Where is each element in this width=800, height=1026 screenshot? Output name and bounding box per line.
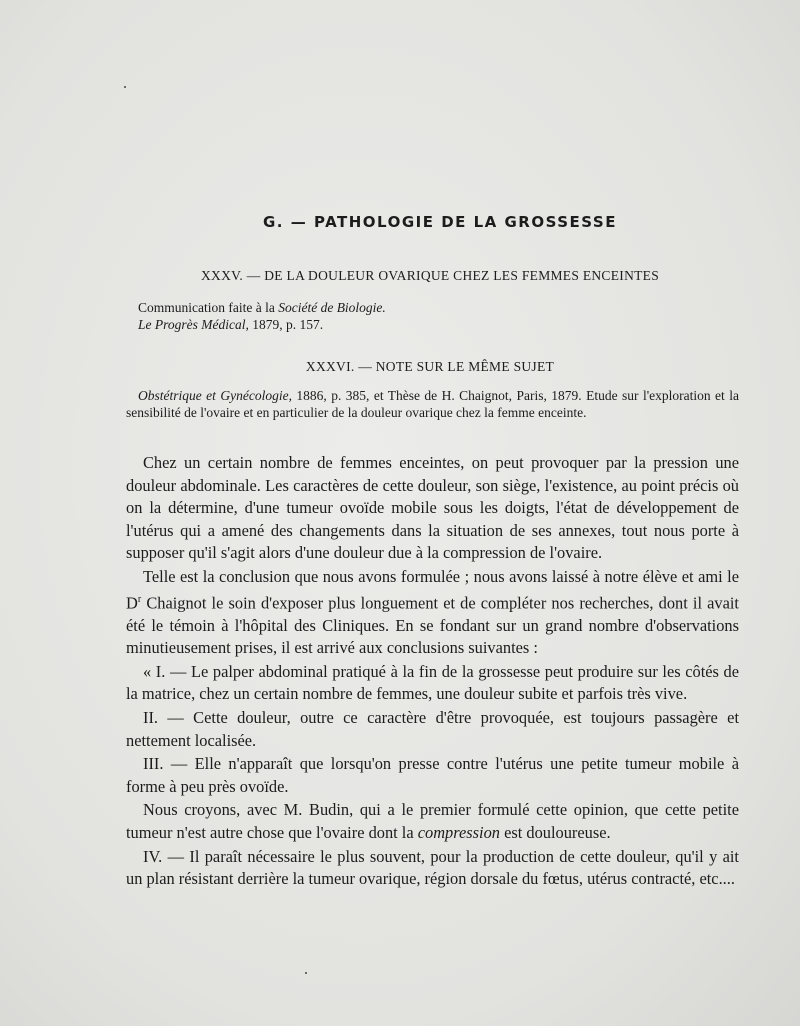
- speck-mark: [124, 86, 126, 88]
- section-heading: G. — PATHOLOGIE DE LA GROSSESSE: [263, 213, 617, 231]
- paragraph: II. — Cette douleur, outre ce caractère d'être provoquée, est toujours passagère et nettement localisée.: [126, 708, 739, 750]
- paragraph: Telle est la conclusion que nous avons formulée ; nous avons laissé à notre élève et ami le $D^r$ Chaignot le soin d'exposer plus longuement et de compléter nos recherches, dont il avait été le témoin à l'hôpital des Cliniques. En se fondant sur un grand nombre d'observations minutieusement prises, il est arrivé aux conclusions suivantes :: [126, 566, 739, 658]
- paragraph: « I. — Le palper abdominal pratiqué à la fin de la grossesse peut produire sur les côtés de la matrice, chez un certain nombre de femmes, une douleur subite et parfois très vive.: [126, 661, 739, 704]
- reference-line: Communication faite à la Société de Biologie.: [138, 300, 386, 315]
- article-body: [126, 452, 739, 891]
- article-reference-xxxv: [138, 299, 738, 333]
- paragraph: Nous croyons, avec M. Budin, qui a le premier formulé cette opinion, que cette petite tumeur n'est autre chose que l'ovaire dont la compression est douloureuse.: [126, 800, 739, 842]
- paragraph: Chez un certain nombre de femmes enceintes, on peut provoquer par la pression une douleur abdominale. Les caractères de cette douleur, son siège, l'existence, au point précis où on la détermine, d'une tumeur ovoïde mobile sous les doigts, l'état de développement de l'utérus qui a amené des changements dans la situation de ses annexes, tout nous porte à supposer qu'il s'agit alors d'une douleur due à la compression de l'ovaire.: [126, 453, 739, 563]
- article-title-xxxv: XXXV. — DE LA DOULEUR OVARIQUE CHEZ LES FEMMES ENCEINTES: [200, 268, 660, 283]
- paragraph: IV. — Il paraît nécessaire le plus souvent, pour la production de cette douleur, qu'il y ait un plan résistant derrière la tumeur ovarique, région dorsale du fœtus, utérus contracté, etc....: [126, 846, 739, 889]
- speck-mark: [305, 972, 307, 974]
- article-reference-xxxvi: Obstétrique et Gynécologie, 1886, p. 385, et Thèse de H. Chaignot, Paris, 1879. Etude sur l'exploration et la sensibilité de l'ovaire et en particulier de la douleur ovarique chez la femme enceinte.: [126, 388, 739, 420]
- paragraph: III. — Elle n'apparaît que lorsqu'on presse contre l'utérus une petite tumeur mobile à forme à peu près ovoïde.: [126, 754, 739, 796]
- reference-line: Le Progrès Médical, 1879, p. 157.: [138, 317, 324, 332]
- article-title-xxxvi: XXXVI. — NOTE SUR LE MÊME SUJET: [305, 359, 555, 374]
